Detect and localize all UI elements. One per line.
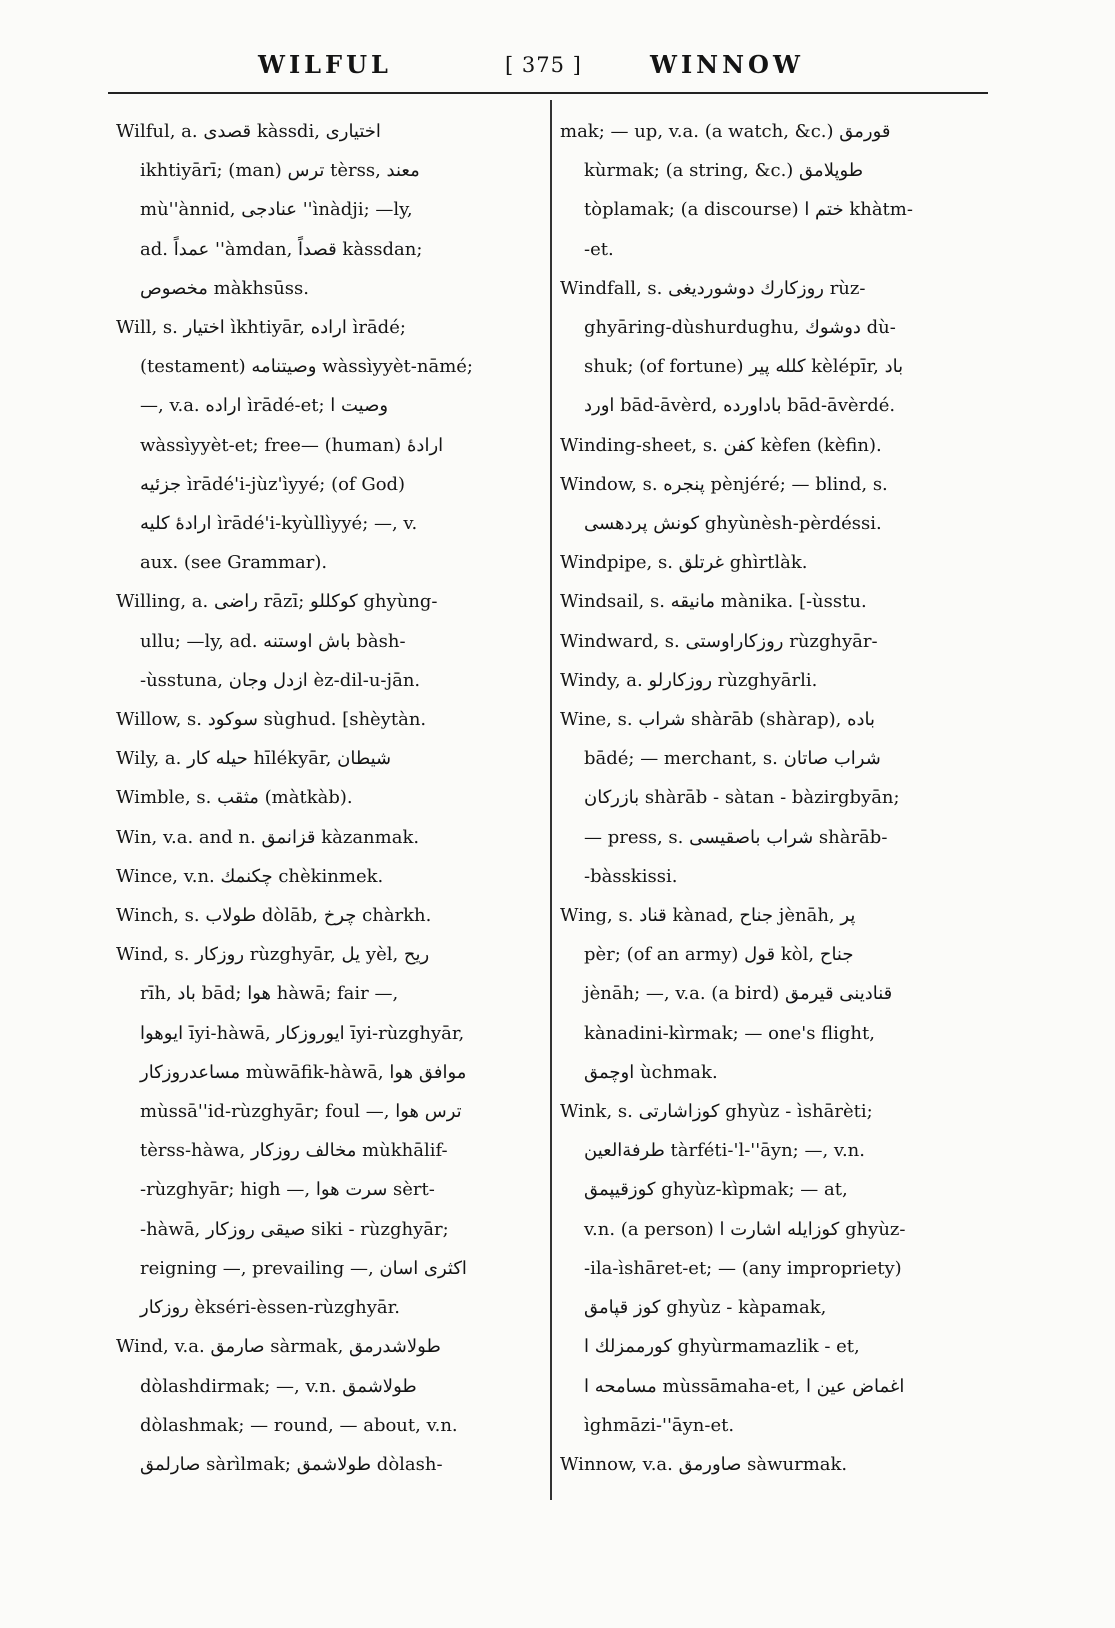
dictionary-entry	[560, 465, 980, 543]
entry-line: -ùsstuna, ازدل وجان èz-dil-u-jān.	[140, 669, 421, 691]
dictionary-entry	[560, 112, 980, 269]
entry-line: ullu; —ly, ad. باش اوستنه bàsh-	[140, 630, 406, 652]
entry-line: mù''ànnid, عنادجی ''ìnàdji; —ly,	[140, 199, 413, 221]
entry-line: Wine, s. شراب shàrāb (shàrap), باده	[560, 709, 876, 731]
dictionary-entry	[116, 700, 536, 739]
dictionary-entry	[560, 426, 980, 465]
dictionary-entry	[560, 661, 980, 700]
entry-line: Windfall, s. روزکارك دوشوردیغی rùz-	[560, 277, 866, 299]
entry-line: Windpipe, s. غرتلق ghìrtlàk.	[560, 552, 808, 574]
entry-line: کورممزلك ا ghyùrmamazlik - et,	[584, 1336, 860, 1358]
entry-line: -et.	[584, 238, 614, 260]
entry-line: wàssìyyèt-et; free— (human) ارادهٔ	[140, 434, 444, 456]
entry-line: روزکار èkséri-èssen-rùzghyār.	[140, 1297, 400, 1319]
entry-line: کوز قپامق ghyùz - kàpamak,	[584, 1297, 827, 1319]
dictionary-entry	[560, 582, 980, 621]
dictionary-entry	[116, 308, 536, 582]
entry-line: tèrss-hàwa, مخالف روزکار mùkhālif-	[140, 1140, 448, 1162]
entry-line: Wimble, s. مثقب (màtkàb).	[116, 787, 353, 809]
entry-line: اوچمق ùchmak.	[584, 1061, 718, 1083]
entry-line: aux. (see Grammar).	[140, 552, 328, 574]
dictionary-entry	[116, 739, 536, 778]
entry-line: Windsail, s. مانیقه mànika. [-ùsstu.	[560, 591, 867, 613]
entry-line: jènāh; —, v.a. (a bird) قنادینی قیرمق	[584, 983, 893, 1005]
entry-line: Wind, s. روزکار rùzghyār, یل yèl, ریح	[116, 944, 430, 966]
entry-line: Wilful, a. قصدی kàssdi, اختیاری	[116, 121, 381, 142]
entry-line: مساعدروزکار mùwāfik-hàwā, موافق هوا	[140, 1061, 467, 1083]
dictionary-entry	[116, 818, 536, 857]
entry-line: -hàwā, صیقی روزکار siki - rùzghyār;	[140, 1218, 449, 1240]
entry-line: ad. عمداً ''àmdan, قصداً kàssdan;	[140, 238, 423, 260]
entry-line: Wink, s. کوزاشارتی ghyùz - ìshārèti;	[560, 1101, 873, 1123]
entry-line: reigning —, prevailing —, اکثری اسان	[140, 1257, 467, 1279]
entry-line: Winnow, v.a. صاورمق sàwurmak.	[560, 1453, 848, 1475]
dictionary-entry	[560, 1092, 980, 1445]
entry-line: Wing, s. قناد kànad, جناح jènāh, پر	[560, 905, 856, 927]
entry-line: Windward, s. روزکاراوستی rùzghyār-	[560, 630, 878, 652]
entry-line: v.n. (a person) کوزایله اشارت ا ghyùz-	[584, 1218, 906, 1240]
entry-line: —, v.a. اراده ìrādé-et; وصیت ا	[140, 395, 389, 417]
entry-line: Winding-sheet, s. کفن kèfen (kèfin).	[560, 434, 882, 456]
entry-line: -bàsskissi.	[584, 865, 678, 887]
entry-line: ìghmāzi-''āyn-et.	[584, 1414, 735, 1436]
entry-line: Wind, v.a. صارمق sàrmak, طولاشدرمق	[116, 1336, 441, 1358]
entry-line: Winch, s. طولاب dòlāb, چرخ chàrkh.	[116, 905, 432, 927]
column-divider	[550, 100, 552, 1500]
entry-line: dòlashmak; — round, — about, v.n.	[140, 1414, 458, 1436]
entry-line: rīh, باد bād; هوا hàwā; fair —,	[140, 983, 399, 1005]
dictionary-entry	[560, 543, 980, 582]
entry-line: — press, s. شراب باصقیسی shàrāb-	[584, 826, 888, 848]
entry-line: bādé; — merchant, s. شراب صاتان	[584, 748, 881, 770]
entry-line: ikhtiyārī; (man) ترس tèrss, معند	[140, 160, 420, 182]
dictionary-entry	[116, 582, 536, 700]
entry-line: Willow, s. سوکود sùghud. [shèytàn.	[116, 709, 427, 731]
entry-line: ghyāring-dùshurdughu, دوشوك dù-	[584, 317, 896, 339]
entry-line: Wince, v.n. چکنمك chèkinmek.	[116, 865, 384, 887]
dictionary-entry	[560, 269, 980, 426]
header-right-guideword: WINNOW	[650, 50, 804, 79]
entry-line: ایوهوا īyi-hàwā, ایوروزکار īyi-rùzghyār,	[140, 1022, 465, 1044]
entry-line: اورد bād-āvèrd, باداورده bād-āvèrdé.	[584, 395, 896, 417]
dictionary-entry	[116, 857, 536, 896]
dictionary-entry	[116, 935, 536, 1327]
entry-line: Wily, a. حیله کار hīlékyār, شیطان	[116, 748, 392, 770]
entry-line: mak; — up, v.a. (a watch, &c.) قورمق	[560, 121, 891, 142]
dictionary-entry	[560, 622, 980, 661]
dictionary-entry	[560, 896, 980, 1092]
entry-line: tòplamak; (a discourse) ختم ا khàtm-	[584, 199, 913, 221]
entry-line: kùrmak; (a string, &c.) طوپلامق	[584, 160, 864, 182]
entry-line: Windy, a. روزکارلو rùzghyārli.	[560, 669, 818, 691]
entry-line: Window, s. پنجره pènjéré; — blind, s.	[560, 473, 888, 495]
entry-line: -rùzghyār; high —, سرت هوا sèrt-	[140, 1179, 435, 1201]
left-column	[116, 112, 536, 1484]
entry-line: shuk; (of fortune) کلله پیر kèlépīr, باد	[584, 356, 904, 378]
entry-line: kànadini-kìrmak; — one's flight,	[584, 1022, 875, 1044]
header-left-guideword: WILFUL	[258, 50, 392, 79]
entry-line: مسامحه ا mùssāmaha-et, اغماض عین ا	[584, 1375, 905, 1397]
dictionary-entry	[116, 778, 536, 817]
dictionary-entry	[116, 896, 536, 935]
entry-line: -ila-ìshāret-et; — (any impropriety)	[584, 1257, 902, 1279]
entry-line: جزئیه ìrādé'i-jùz'ìyyé; (of God)	[140, 473, 406, 495]
entry-line: Win, v.a. and n. قزانمق kàzanmak.	[116, 826, 420, 848]
dictionary-entry	[116, 112, 536, 308]
entry-line: Will, s. اختیار ìkhtiyār, اراده ìrādé;	[116, 317, 406, 339]
entry-line: مخصوص màkhsūss.	[140, 277, 309, 299]
entry-line: طرفةالعین tàrféti-'l-''āyn; —, v.n.	[584, 1140, 865, 1162]
entry-line: ارادهٔ کلیه ìrādé'i-kyùllìyyé; —, v.	[140, 513, 418, 535]
entry-line: صارلمق sàrìlmak; طولاشمق dòlash-	[140, 1453, 443, 1475]
entry-line: dòlashdirmak; —, v.n. طولاشمق	[140, 1375, 417, 1397]
right-column	[560, 112, 980, 1484]
entry-line: Willing, a. راضی rāzī; کوکللو ghyùng-	[116, 591, 438, 613]
page-header	[0, 40, 1115, 88]
dictionary-entry	[560, 700, 980, 896]
dictionary-entry	[116, 1327, 536, 1484]
entry-line: (testament) وصیتنامه wàssìyyèt-nāmé;	[140, 356, 473, 378]
entry-line: بازرکان shàrāb - sàtan - bàzirgbyān;	[584, 787, 900, 809]
entry-line: pèr; (of an army) قول kòl, جناح	[584, 944, 854, 966]
header-rule	[108, 92, 988, 94]
entry-line: mùssā''id-rùzghyār; foul —, ترس هوا	[140, 1101, 462, 1123]
entry-line: کوزقیپمق ghyùz-kìpmak; — at,	[584, 1179, 848, 1201]
page-number: [ 375 ]	[505, 53, 582, 77]
entry-line: کونش پردهسی ghyùnèsh-pèrdéssi.	[584, 513, 882, 535]
dictionary-entry	[560, 1445, 980, 1484]
